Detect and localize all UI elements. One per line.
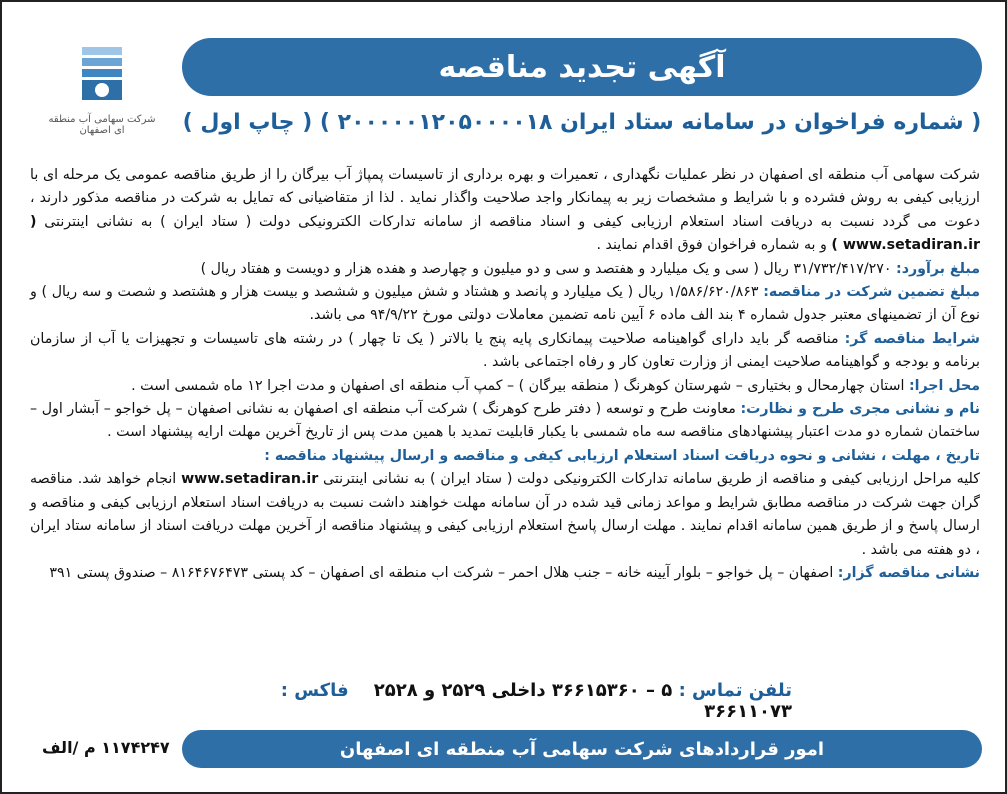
guarantee-value: ۱/۵۸۶/۶۲۰/۸۶۳ ریال ( یک میلیارد و پانصد و هشتاد و شش میلیون و ششصد و بیست هزار و هشتصد و شصت و سه ریال ) و نوع آن از تضمینهای معتبر جدول شماره ۴ بند الف ماده ۶ آیین نامه تضمین معاملات دولتی مورخ ۹۴/۹/۲۲ می باشد. (30, 284, 980, 324)
dates-heading-row (30, 445, 980, 468)
guarantee-row (30, 281, 980, 328)
fax-value: ۳۶۶۱۱۰۷۳ (704, 701, 792, 722)
logo-caption: شرکت سهامی آب منطقه ای اصفهان (48, 114, 156, 136)
intro-url-link[interactable]: ( www.setadiran.ir ) (30, 213, 980, 254)
water-logo-icon (67, 42, 137, 112)
address-value: اصفهان – پل خواجو – بلوار آیینه خانه – جنب هلال احمر – شرکت اب منطقه ای اصفهان – کد پستی ۸۱۶۴۶۷۶۴۷۳ – صندوق پستی ۳۹۱ (49, 564, 834, 581)
guarantee-label: مبلغ تضمین شرکت در مناقصه: (763, 284, 981, 301)
executor-row (30, 398, 980, 445)
intro-paragraph (30, 164, 980, 258)
reference-number: ۱۱۷۴۲۴۷ م /الف (42, 738, 170, 757)
fax-label: فاکس : (280, 680, 349, 701)
page-subtitle: ( شماره فراخوان در سامانه ستاد ایران ۲۰۰۰۰۰۱۲۰۵۰۰۰۰۱۸ ) ( چاپ اول ) (182, 110, 982, 135)
dates-label: تاریخ ، مهلت ، نشانی و نحوه دریافت اسناد استعلام ارزیابی کیفی و مناقصه و ارسال پیشنهاد مناقصه : (264, 447, 980, 464)
footer-org: امور قراردادهای شرکت سهامی آب منطقه ای اصفهان (339, 738, 825, 760)
dates-row (30, 468, 980, 562)
footer-banner (182, 730, 982, 768)
conditions-row (30, 328, 980, 375)
executor-value: معاونت طرح و توسعه ( دفتر طرح کوهرنگ ) شرکت آب منطقه ای اصفهان به نشانی اصفهان – پل خواجو – آبشار اول – ساختمان شماره دو مدت اعتبار پیشنهادهای مناقصه سه ماه شمسی با یکبار قابلیت تمدید با همین مدت پس از تاریخ آخرین مهلت ارایه پیشنهاد است . (30, 401, 980, 441)
contact-line (232, 680, 792, 722)
dates-text-1: کلیه مراحل ارزیابی کیفی و مناقصه از طریق سامانه تدارکات الکترونیکی دولت ( ستاد ایران ) به نشانی اینترنتی (323, 471, 980, 488)
executor-label: نام و نشانی مجری طرح و نظارت: (740, 401, 980, 418)
page-title: آگهی تجدید مناقصه (438, 49, 726, 85)
estimate-value: ۳۱/۷۳۲/۴۱۷/۲۷۰ ریال ( سی و یک میلیارد و هفتصد و سی و دو میلیون و چهارصد و هفده هزار و دویست و هفتاد ریال ) (200, 260, 892, 277)
estimate-label: مبلغ برآورد: (896, 260, 980, 277)
notice-body (30, 164, 980, 585)
phone-value: ۵ – ۳۶۶۱۵۳۶۰ داخلی ۲۵۲۹ و ۲۵۲۸ (373, 680, 673, 701)
address-row (30, 562, 980, 585)
conditions-value: مناقصه گر باید دارای گواهینامه صلاحیت پیمانکاری پایه پنج یا بالاتر ( یک تا چهار ) در رشته های تاسیسات و تجهیزات یا آب از سازمان برنامه و بودجه و گواهینامه صلاحیت ایمنی از وزارت تعاون کار و رفاه اجتماعی باشد . (30, 330, 980, 371)
address-label: نشانی مناقصه گزار: (837, 564, 980, 581)
location-row (30, 375, 980, 398)
dates-url-link[interactable]: www.setadiran.ir (181, 471, 319, 488)
intro-end-text: و به شماره فراخوان فوق اقدام نمایند . (596, 237, 827, 254)
intro-text: شرکت سهامی آب منطقه ای اصفهان در نظر عملیات نگهداری ، تعمیرات و بهره برداری از تاسیسات پمپاژ آب بیرگان را از طریق مناقصه عمومی یک مرحله ای با ارزیابی کیفی به روش فشرده و با شرایط و مشخصات زیر به پیمانکار واجد صلاحیت واگذار نماید . لذا از متقاضیانی که تمایل به شرکت در مناقصه مذکور دارند ، دعوت می گردد نسبت به دریافت اسناد استعلام ارزیابی کیفی و اسناد مناقصه از سامانه تدارکات الکترونیکی دولت ( ستاد ایران ) به نشانی اینترنتی (30, 167, 980, 230)
dates-text-2: انجام خواهد شد. مناقصه گران جهت شرکت در مناقصه مطابق شرایط و مواعد زمانی قید شده در آن سامانه مهلت خواهند داشت نسبت به دریافت اسناد استعلام ارزیابی کیفی و مناقصه و ارسال پاسخ و از طریق همین سامانه اقدام نمایند . مهلت ارسال پاسخ استعلام ارزیابی کیفی و پیشنهاد مناقصه از آخرین مهلت دریافت اسناد از سامانه ستاد ایران ، دو هفته می باشد . (30, 471, 980, 558)
title-banner (182, 38, 982, 96)
estimate-row (30, 258, 980, 281)
location-label: محل اجرا: (908, 377, 980, 394)
phone-label: تلفن تماس : (678, 680, 792, 701)
logo (42, 42, 162, 142)
conditions-label: شرایط مناقصه گر: (844, 330, 980, 347)
location-value: استان چهارمحال و بختیاری – شهرستان کوهرنگ ( منطقه بیرگان ) – کمپ آب منطقه ای اصفهان و مدت اجرا ۱۲ ماه شمسی است . (131, 377, 905, 394)
